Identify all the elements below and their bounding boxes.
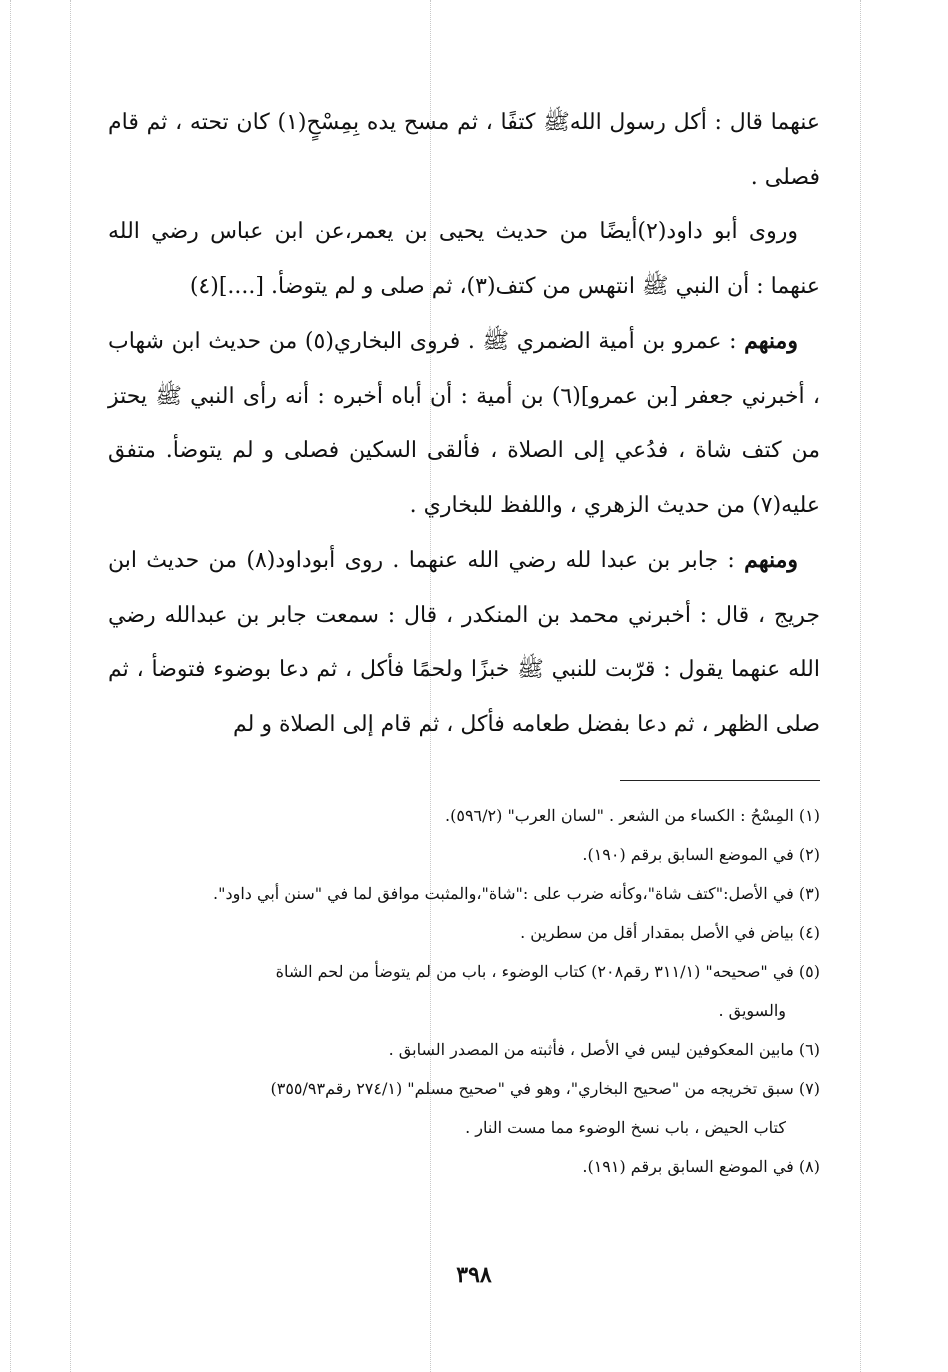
paragraph-3 bbox=[108, 314, 820, 533]
scan-guide-line bbox=[70, 0, 71, 1372]
section-label: ومنهم bbox=[744, 328, 798, 354]
footnote-continuation: والسويق . bbox=[718, 1001, 786, 1020]
page-number: ٣٩٨ bbox=[456, 1262, 492, 1288]
footnotes bbox=[108, 796, 820, 1186]
footnote: (٢) في الموضع السابق برقم (١٩٠). bbox=[582, 845, 820, 864]
footnote: (٥) في "صحيحه" (٣١١/١ رقم٢٠٨) كتاب الوضوء ، باب من لم يتوضأ من لحم الشاة bbox=[275, 962, 820, 981]
footnote: (٤) بياض في الأصل بمقدار أقل من سطرين . bbox=[520, 923, 820, 942]
footnote-continuation: كتاب الحيض ، باب نسخ الوضوء مما مست النار . bbox=[465, 1118, 786, 1137]
footnote: (٨) في الموضع السابق برقم (١٩١). bbox=[582, 1157, 820, 1176]
text-line: عنهما قال : أكل رسول اللهﷺ كتفًا ، ثم مسح يده بِمِسْحٍ(١) كان تحته ، ثم قام فصلى . bbox=[108, 110, 820, 190]
footnote: (٦) مابين المعكوفين ليس في الأصل ، فأثبته من المصدر السابق . bbox=[388, 1040, 820, 1059]
text-line: وروى أبو داود(٢)أيضًا من حديث يحيى بن يعمر،عن ابن عباس رضي الله عنهما : أن النبي ﷺ انتهس من كتف(٣)، ثم صلى و لم يتوضأ. [....](٤) bbox=[108, 219, 820, 299]
footnote: (٧) سبق تخريجه من "صحيح البخاري"، وهو في "صحيح مسلم" (٢٧٤/١ رقم٣٥٥/٩٣) bbox=[270, 1079, 820, 1098]
paragraph-4 bbox=[108, 533, 820, 752]
scan-guide-line bbox=[10, 0, 11, 1372]
scan-guide-line bbox=[860, 0, 861, 1372]
text-line: : جابر بن عبدا لله رضي الله عنهما . روى أبوداود(٨) من حديث ابن جريج ، قال : أخبرني محمد بن المنكدر ، قال : سمعت جابر بن عبدالله رضي الله عنهما يقول : قرّبت للنبي ﷺ خبزًا ولحمًا فأكل ، ثم دعا بوضوء فتوضأ ، ثم صلى الظهر ، ثم دعا بفضل طعامه فأكل ، ثم قام إلى الصلاة و لم bbox=[108, 548, 820, 737]
paragraph-1 bbox=[108, 96, 820, 205]
footnote-separator bbox=[620, 780, 820, 781]
footnote: (٣) في الأصل:"كتف شاة"،وكأنه ضرب على :"شاة"،والمثبت موافق لما في "سنن أبي داود". bbox=[213, 884, 820, 903]
text-line: : عمرو بن أمية الضمري ﷺ . فروى البخاري(٥) من حديث ابن شهاب ، أخبرني جعفر [بن عمرو](٦) بن أمية : أن أباه أخبره : أنه رأى النبي ﷺ يحتز من كتف شاة ، فدُعي إلى الصلاة ، فألقى السكين فصلى و لم يتوضأ. متفق عليه(٧) من حديث الزهري ، واللفظ للبخاري . bbox=[108, 329, 820, 518]
paragraph-2 bbox=[108, 205, 820, 314]
footnote: (١) المِسْحُ : الكساء من الشعر . "لسان العرب" (٥٩٦/٢). bbox=[445, 806, 820, 825]
main-text bbox=[108, 96, 820, 752]
section-label: ومنهم bbox=[744, 547, 799, 573]
